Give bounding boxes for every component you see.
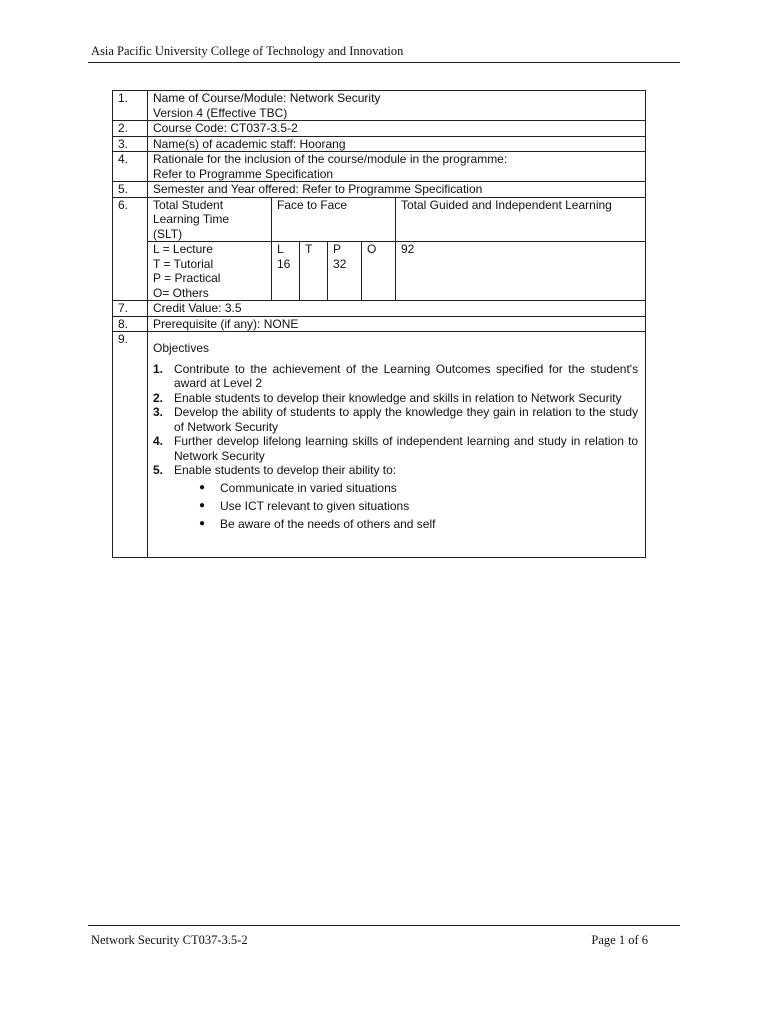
objectives-list xyxy=(153,362,645,478)
legend-item: T = Tutorial xyxy=(153,256,214,271)
bullet-icon: ● xyxy=(199,500,206,512)
row-number: 7. xyxy=(113,301,148,317)
slt-line: Learning Time xyxy=(153,212,230,226)
item-number: 5. xyxy=(153,463,164,477)
item-number: 1. xyxy=(153,361,164,376)
list-item xyxy=(153,362,645,391)
footer-course: Network Security CT037-3.5-2 xyxy=(91,933,248,947)
rationale-cell xyxy=(148,152,646,182)
table-row xyxy=(113,316,646,332)
face-to-face-header: Face to Face xyxy=(272,197,396,242)
item-number: 3. xyxy=(153,405,164,419)
list-item xyxy=(153,391,645,406)
row-number: 1. xyxy=(113,91,148,121)
row-number: 6. xyxy=(113,197,148,301)
bullet-text: Communicate in varied situations xyxy=(220,481,397,496)
table-row xyxy=(113,121,646,137)
practical-cell xyxy=(328,242,362,301)
bullet-icon: ● xyxy=(199,482,206,494)
legend-item: O= Others xyxy=(153,285,209,300)
guided-learning-total: 92 xyxy=(396,242,646,301)
row-number: 8. xyxy=(113,316,148,332)
course-name-cell xyxy=(148,91,646,121)
academic-staff: Name(s) of academic staff: Hoorang xyxy=(148,136,646,152)
course-version: Version 4 (Effective TBC) xyxy=(153,105,288,120)
others-cell xyxy=(362,242,396,301)
table-row xyxy=(113,242,646,301)
practical-hours: 32 xyxy=(333,256,347,271)
row-number: 5. xyxy=(113,182,148,198)
table-row xyxy=(113,91,646,121)
legend-item: P = Practical xyxy=(153,271,221,285)
bullet-icon: ● xyxy=(199,518,206,530)
bullet-text: Use ICT relevant to given situations xyxy=(220,499,410,514)
course-code: Course Code: CT037-3.5-2 xyxy=(148,121,646,137)
page-number: Page 1 of 6 xyxy=(591,933,648,947)
item-number: 2. xyxy=(153,390,164,405)
footer-rule xyxy=(88,925,680,926)
list-item xyxy=(153,405,645,434)
bullet-text: Be aware of the needs of others and self xyxy=(220,517,436,532)
rationale-value: Refer to Programme Specification xyxy=(153,166,334,181)
list-item xyxy=(199,480,645,498)
objectives-cell xyxy=(148,332,646,558)
item-text: Develop the ability of students to apply the knowledge they gain in relation to the study of Network Security xyxy=(174,405,639,434)
lecture-hours: 16 xyxy=(277,256,291,271)
credit-value: Credit Value: 3.5 xyxy=(148,301,646,317)
prerequisite: Prerequisite (if any): NONE xyxy=(148,316,646,332)
list-item xyxy=(199,516,645,534)
slt-label xyxy=(148,197,272,242)
row-number: 3. xyxy=(113,136,148,152)
table-row xyxy=(113,182,646,198)
course-info-table xyxy=(112,90,646,558)
table-row xyxy=(113,301,646,317)
item-text: Further develop lifelong learning skills of independent learning and study in relation to Network Security xyxy=(174,434,639,463)
item-text: Contribute to the achievement of the Learning Outcomes specified for the student's award at Level 2 xyxy=(174,361,639,390)
row-number: 4. xyxy=(113,152,148,182)
rationale-label: Rationale for the inclusion of the course/module in the programme: xyxy=(153,152,508,166)
tutorial-label: T xyxy=(305,242,313,256)
semester-offered: Semester and Year offered: Refer to Programme Specification xyxy=(148,182,646,198)
table-row xyxy=(113,152,646,182)
objectives-title: Objectives xyxy=(153,341,210,355)
slt-line: (SLT) xyxy=(153,226,183,241)
row-number: 2. xyxy=(113,121,148,137)
header-institution: Asia Pacific University College of Technology and Innovation xyxy=(91,44,404,58)
table-row xyxy=(113,197,646,242)
table-row xyxy=(113,332,646,558)
slt-legend xyxy=(148,242,272,301)
item-number: 4. xyxy=(153,434,164,448)
table-row xyxy=(113,136,646,152)
list-item xyxy=(153,463,645,478)
list-item xyxy=(153,434,645,463)
header-rule xyxy=(88,62,680,63)
slt-line: Total Student xyxy=(153,197,224,212)
tutorial-cell xyxy=(300,242,328,301)
lecture-cell xyxy=(272,242,300,301)
lecture-label: L xyxy=(277,242,284,256)
legend-item: L = Lecture xyxy=(153,242,213,256)
ability-bullets xyxy=(153,480,645,534)
course-name: Name of Course/Module: Network Security xyxy=(153,91,381,105)
others-label: O xyxy=(367,242,377,256)
item-text: Enable students to develop their ability to: xyxy=(174,463,397,477)
row-number: 9. xyxy=(113,332,148,558)
item-text: Enable students to develop their knowledge and skills in relation to Network Security xyxy=(174,390,622,405)
guided-learning-header: Total Guided and Independent Learning xyxy=(396,197,646,242)
practical-label: P xyxy=(333,242,342,256)
list-item xyxy=(199,498,645,516)
